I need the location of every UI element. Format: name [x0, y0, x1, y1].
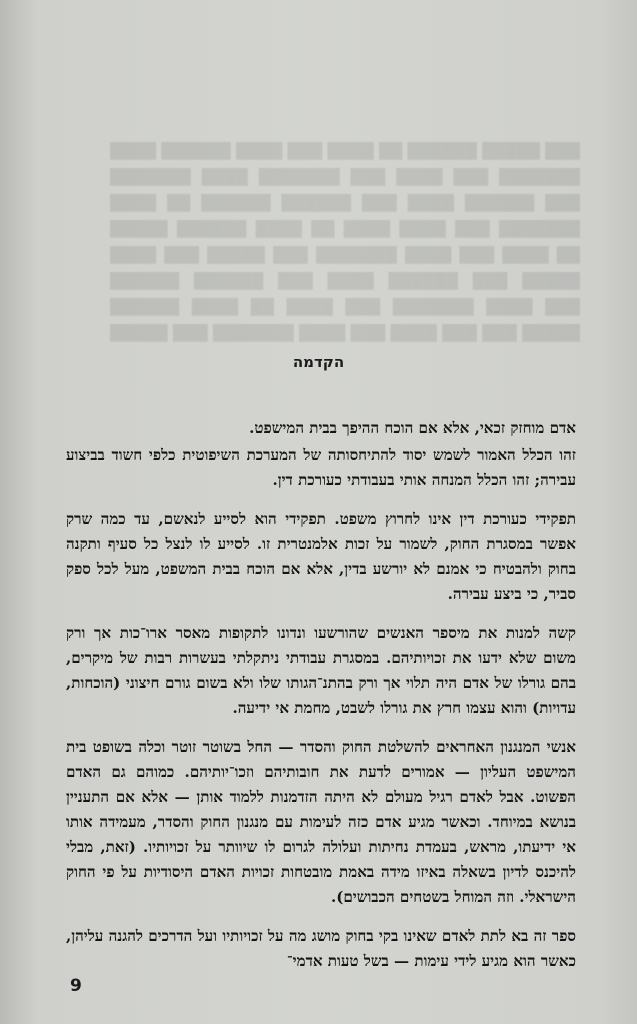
- paragraph-1: אדם מוחזק זכאי, אלא אם הוכח ההיפך בבית המישפט.: [249, 419, 576, 437]
- paragraph-5: אנשי המנגנון האחראים להשלטת החוק והסדר — החל בשוטר זוטר וכלה בשופט בית המישפט העליון — אמורים לדעת את חובותיהם וזכו־יותיהם. כמוהם גם האדם הפשוט. אבל לאדם רגיל מעולם לא היתה הזדמנות ללמוד אותן — אלא אם התעניין בנושא במיוחד. וכאשר מגיע אדם כזה לעימות עם מנגנון החוק והסדר, מעמידה אותו אי ידיעתו, מראש, בעמדת נחיתות ועלולה לגרום לו שיוותר על זכויותיו. (זאת, מבלי להיכנס לדיון בשאלה באיזו מידה באמת מובטחות זכויות האדם היסודיות על פי החוק הישראלי. וזה המוחל בשטחים הכבושים).: [66, 738, 576, 906]
- paragraph-4: קשה למנות את מיספר האנשים שהורשעו ונדונו לתקופות מאסר ארו־כות אך ורק משום שלא ידעו את זכויותיהם. במסגרת עבודתי ניתקלתי בעשרות רבות של מיקרים, בהם גורלו של אדם היה תלוי אך ורק בהתנ־הגותו שלו ולא בשום גורם חיצוני (הוכחות, עדויות) והוא עצמו חרץ את גורלו לשבט, מחמת אי ידיעה.: [66, 624, 576, 717]
- paragraph-2: זהו הכלל האמור לשמש יסוד להתיחסותה של המערכת השיפוטית כלפי חשוד בביצוע עבירה; זהו הכלל המנחה אותי בעבודתי כעורכת דין.: [66, 446, 576, 489]
- page-heading: הקדמה: [292, 353, 345, 371]
- page-body: [66, 416, 576, 988]
- paragraph-6: ספר זה בא לתת לאדם שאינו בקי בחוק מושג מה על זכויותיו ועל הדרכים להגנה עליהן, כאשר הוא מגיע לידי עימות — בשל טעות אדמי־: [66, 927, 576, 970]
- paragraph-3: תפקידי כעורכת דין אינו לחרוץ משפט. תפקידי הוא לסייע לנאשם, עד כמה שרק אפשר במסגרת החוק, לשמור על זכות אלמנטרית זו. לסייע לו לנצל כל סעיף ותקנה בחוק ולהבטיח כי אמנם לא יורשע בדין, אלא אם הוכח בבית המשפט, מעל לכל ספק סביר, כי ביצע עבירה.: [66, 510, 576, 603]
- page-number: 9: [70, 976, 82, 996]
- bleed-through-text: ████ ██████ ████ ███ ████ ██ ██████ █████ ███ ███████ ████ ███████ ███ ████ ███ ███████ ████ ██ ██████ ██████ ███ ████ ██████ ███ █████ ██████ ████ ██ ████ ████ ███ ███████ ████ ███ █████ ███ ███████ ████ ███ ████ ██ ██████ ██████ ███ ████ ██████ ███ █████ ██████ ████ ██ ████ ███ ███████ ████ ███ █████ ███ ███████ ████ ███ ████ ███ ███ █████: [110, 142, 580, 342]
